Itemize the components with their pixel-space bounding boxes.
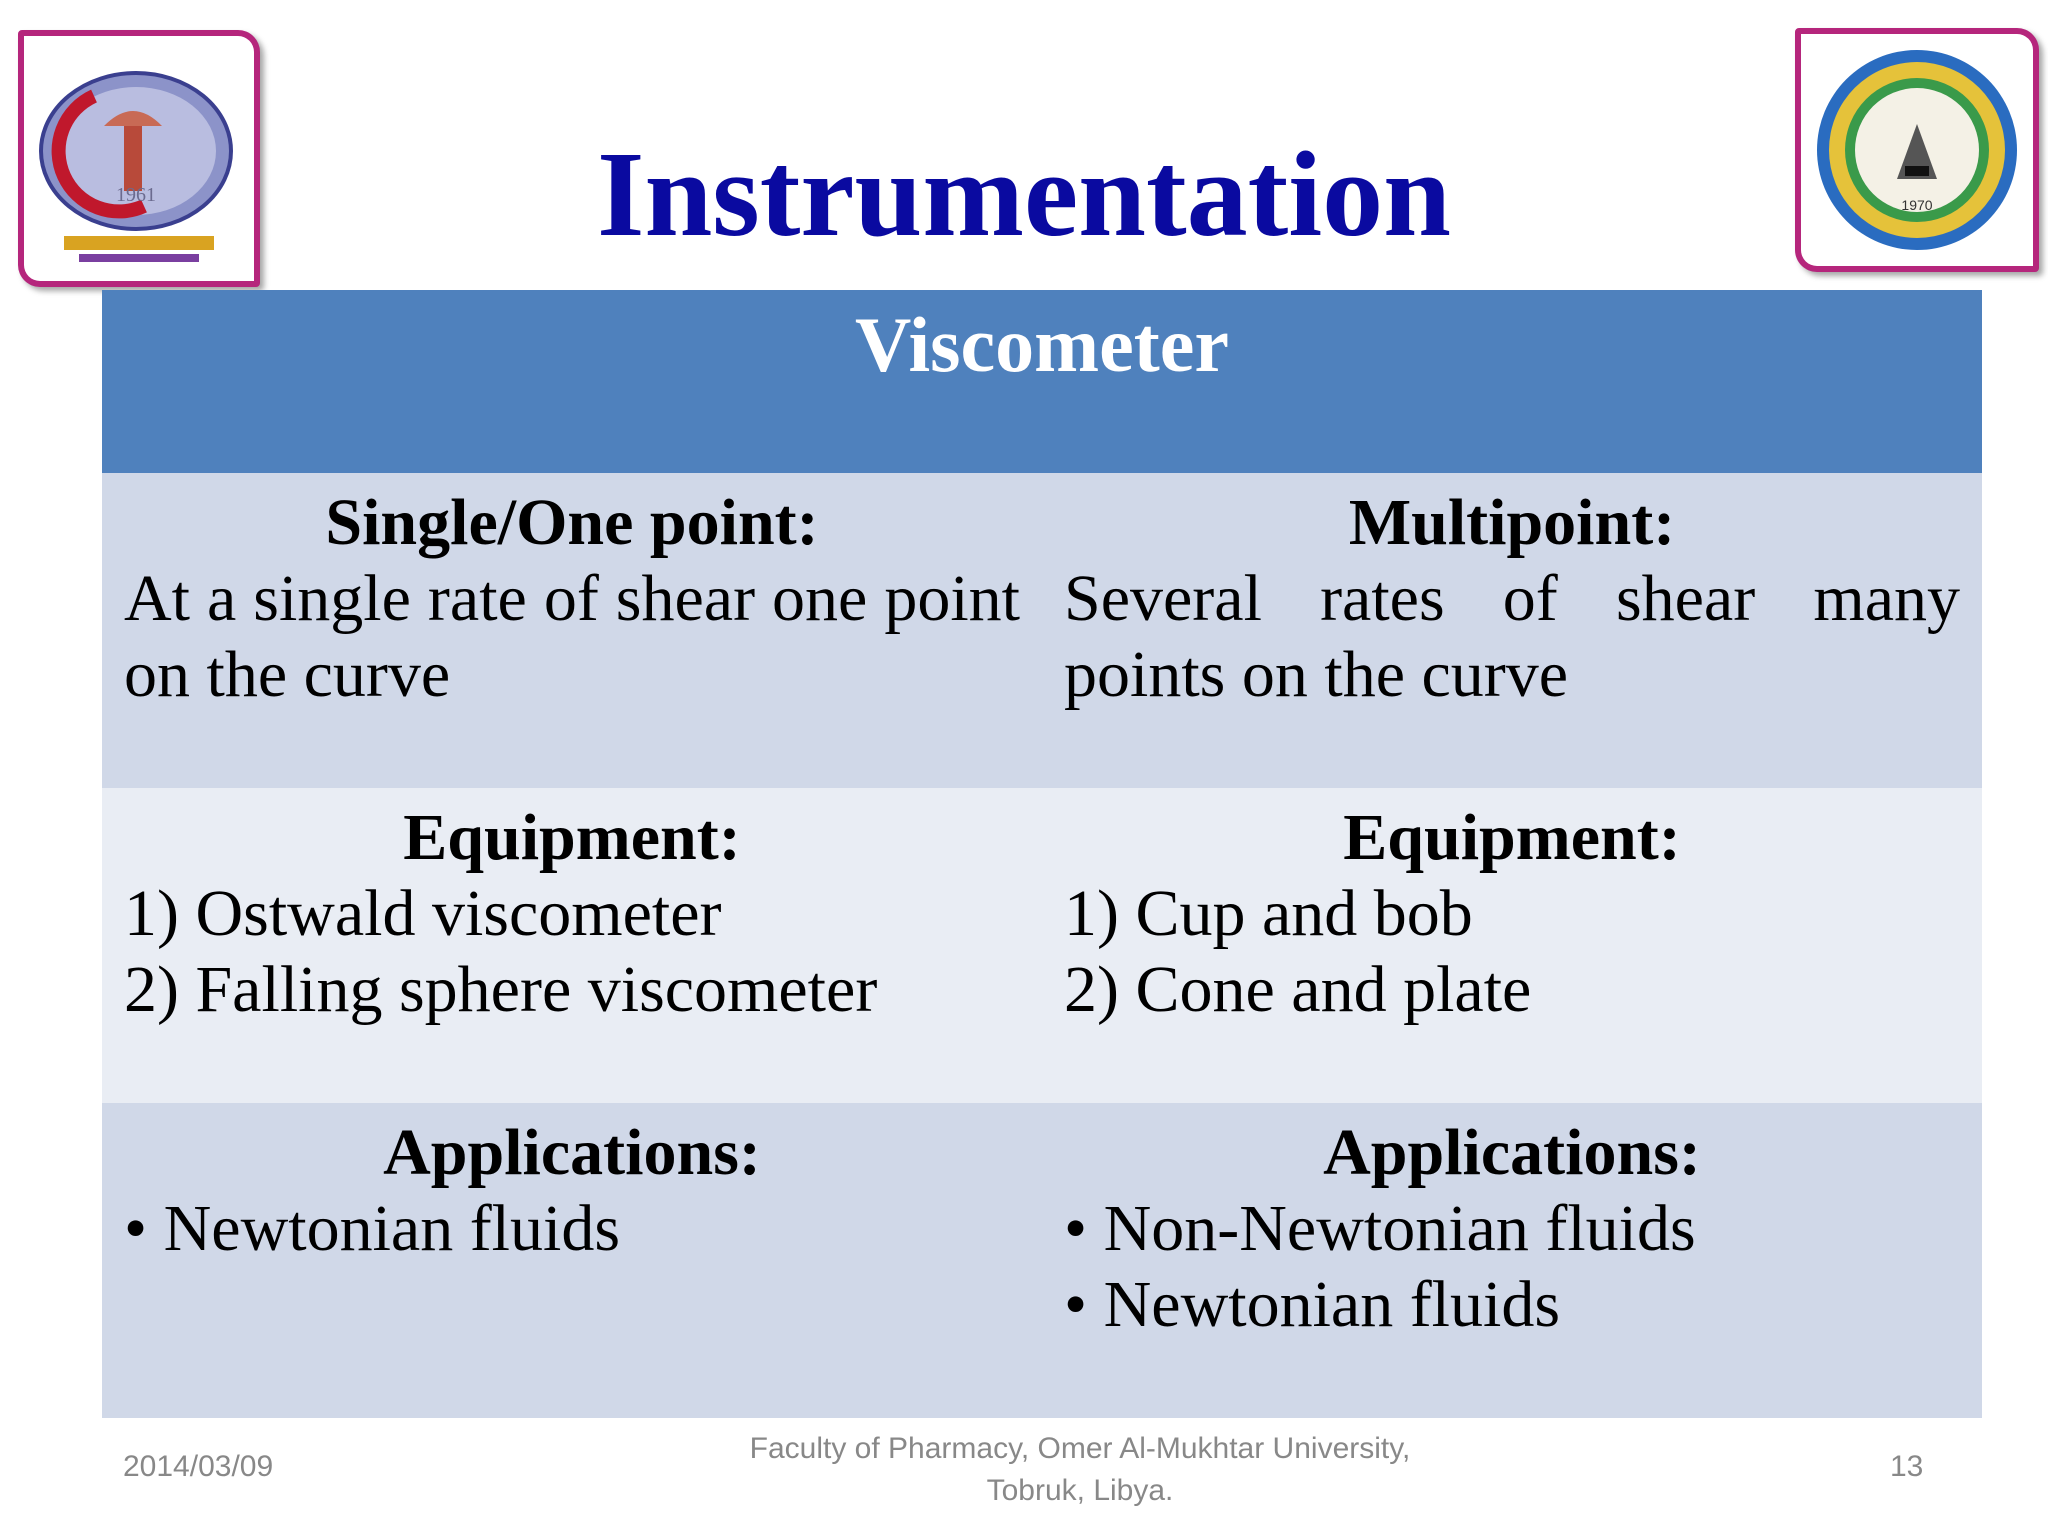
multipoint-applications-cell	[1042, 1103, 1982, 1418]
list-item: 1) Ostwald viscometer	[124, 877, 722, 950]
svg-text:1970: 1970	[1901, 197, 1933, 213]
page-number: 13	[1890, 1450, 1924, 1483]
list-item: • Newtonian fluids	[1064, 1268, 1561, 1341]
applications-heading-right: Applications:	[1323, 1116, 1701, 1189]
list-item: 2) Falling sphere viscometer	[124, 953, 878, 1026]
footer-date: 2014/03/09	[123, 1450, 274, 1483]
table-row-point-types	[102, 473, 1982, 788]
single-point-equipment-cell	[102, 788, 1042, 1103]
multipoint-description: Several rates of shear many points on the curve	[1064, 562, 1960, 711]
single-point-cell	[102, 473, 1042, 788]
table-row-equipment	[102, 788, 1982, 1103]
single-point-heading: Single/One point:	[325, 486, 819, 559]
list-item: • Non-Newtonian fluids	[1064, 1192, 1696, 1265]
multipoint-heading: Multipoint:	[1348, 486, 1676, 559]
equipment-heading-left: Equipment:	[403, 801, 741, 874]
list-item: 1) Cup and bob	[1064, 877, 1473, 950]
viscometer-table	[102, 290, 1982, 1418]
list-item: • Newtonian fluids	[124, 1192, 621, 1265]
slide-title: Instrumentation	[596, 127, 1452, 262]
table-row-applications	[102, 1103, 1982, 1418]
university-seal-icon	[1801, 34, 2033, 266]
table-header: Viscometer	[102, 290, 1982, 473]
footer-institution	[680, 1428, 1480, 1512]
footer-institution-line2: Tobruk, Libya.	[986, 1474, 1174, 1507]
single-point-description: At a single rate of shear one point on the curve	[124, 562, 1020, 711]
multipoint-equipment-cell	[1042, 788, 1982, 1103]
university-seal	[1795, 28, 2039, 272]
svg-text:1961: 1961	[116, 184, 156, 206]
footer-institution-line1: Faculty of Pharmacy, Omer Al-Mukhtar University,	[749, 1432, 1411, 1465]
list-item: 2) Cone and plate	[1064, 953, 1532, 1026]
equipment-heading-right: Equipment:	[1343, 801, 1681, 874]
applications-heading-left: Applications:	[383, 1116, 761, 1189]
multipoint-cell	[1042, 473, 1982, 788]
single-point-applications-cell	[102, 1103, 1042, 1418]
